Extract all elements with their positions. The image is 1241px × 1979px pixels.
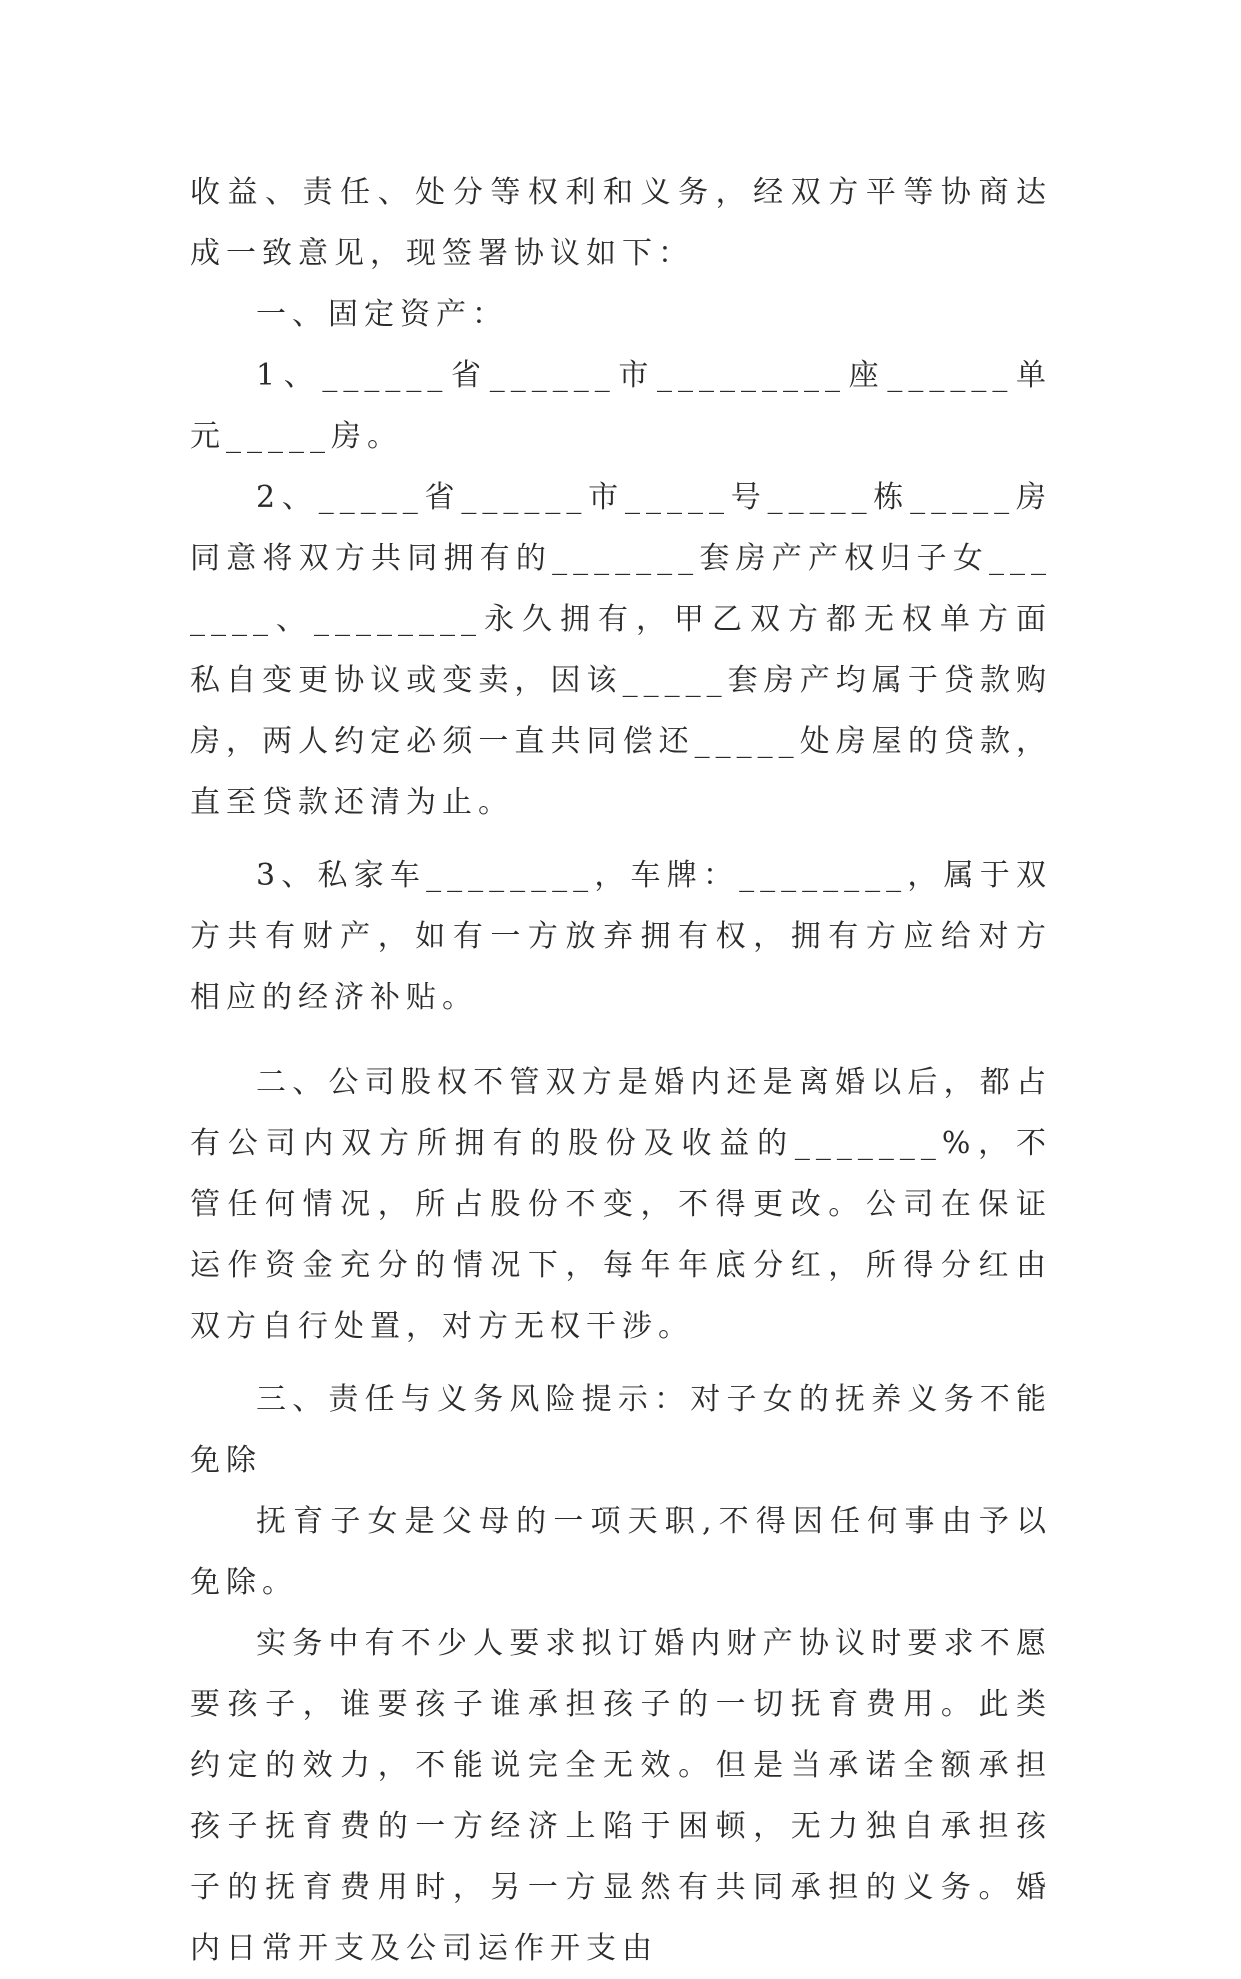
paragraph-child-raising-duty: 抚育子女是父母的一项天职,不得因任何事由予以免除。 <box>190 1504 1052 1600</box>
section-2-company-equity: 二、公司股权不管双方是婚内还是离婚以后，都占有公司内双方所拥有的股份及收益的_______%，不管任何情况，所占股份不变，不得更改。公司在保证运作资金充分的情况下，每年年底分红，所得分红由双方自行处置，对方无权干涉。 <box>190 1065 1052 1344</box>
clause-2-property-ownership: 2、_____省______市_____号_____栋_____房同意将双方共同拥有的_______套房产产权归子女_______、________永久拥有，甲乙双方都无权单方面私自变更协议或变卖，因该_____套房产均属于贷款购房，两人约定必须一直共同偿还_____处房屋的贷款，直至贷款还清为止。 <box>190 480 1052 820</box>
clause-1-property-address: 1、______省______市_________座______单元_____房。 <box>190 358 1052 454</box>
paragraph-practice-notes: 实务中有不少人要求拟订婚内财产协议时要求不愿要孩子，谁要孩子谁承担孩子的一切抚育费用。此类约定的效力，不能说完全无效。但是当承诺全额承担孩子抚育费的一方经济上陷于困顿，无力独自承担孩子的抚育费用时，另一方显然有共同承担的义务。婚内日常开支及公司运作开支由 <box>190 1626 1052 1966</box>
document-body <box>190 162 1052 1979</box>
heading-fixed-assets: 一、固定资产： <box>256 297 508 332</box>
clause-3-private-car: 3、私家车________，车牌：________，属于双方共有财产，如有一方放弃拥有权，拥有方应给对方相应的经济补贴。 <box>190 858 1052 1015</box>
section-3-heading-responsibilities: 三、责任与义务风险提示：对子女的抚养义务不能免除 <box>190 1382 1052 1478</box>
paragraph-intro-continuation: 收益、责任、处分等权利和义务，经双方平等协商达成一致意见，现签署协议如下： <box>190 175 1052 271</box>
